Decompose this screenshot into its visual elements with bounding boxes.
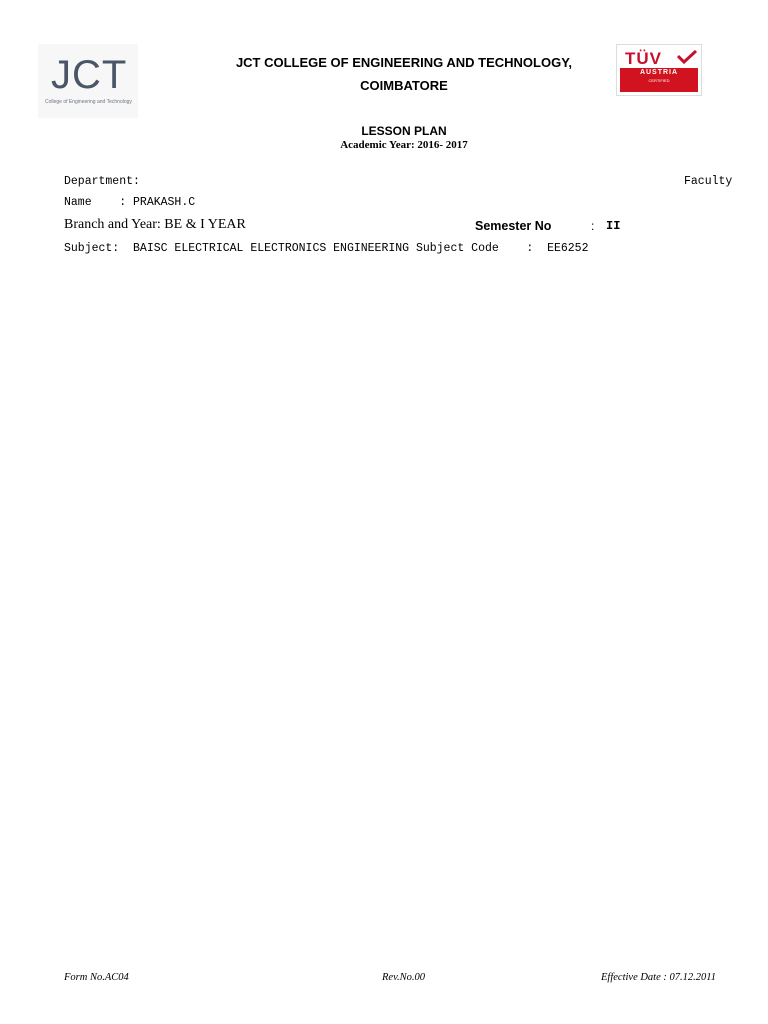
faculty-label: Faculty [684,175,733,188]
revision-number: Rev.No.00 [382,972,425,983]
checkmark-icon [677,50,697,64]
subject-line: Subject: BAISC ELECTRICAL ELECTRONICS ENGINEERING Subject Code : EE6252 [64,242,589,255]
jct-logo-text: JCT [51,53,128,97]
semester-colon: : [591,219,595,233]
tuv-band-text: AUSTRIA [639,69,679,76]
tuv-austria-logo [616,44,702,96]
college-city: COIMBATORE [360,78,448,93]
form-number: Form No.AC04 [64,972,129,983]
tuv-certified-text: CERTIFIED [648,78,670,83]
tuv-red-band [620,68,698,92]
faculty-name: Name : PRAKASH.C [64,196,196,209]
effective-date: Effective Date : 07.12.2011 [601,972,716,983]
branch-year: Branch and Year: BE & I YEAR [64,217,246,232]
semester-label: Semester No [475,219,552,233]
tuv-logo-text: TÜV [625,49,662,68]
academic-year: Academic Year: 2016- 2017 [340,139,468,151]
department-label: Department: [64,175,140,188]
college-title: JCT COLLEGE OF ENGINEERING AND TECHNOLOGY, [235,55,573,70]
jct-logo-subtitle: College of Engineering and Technology [45,99,132,105]
document-heading: LESSON PLAN [361,124,447,138]
semester-value: II [606,219,621,233]
